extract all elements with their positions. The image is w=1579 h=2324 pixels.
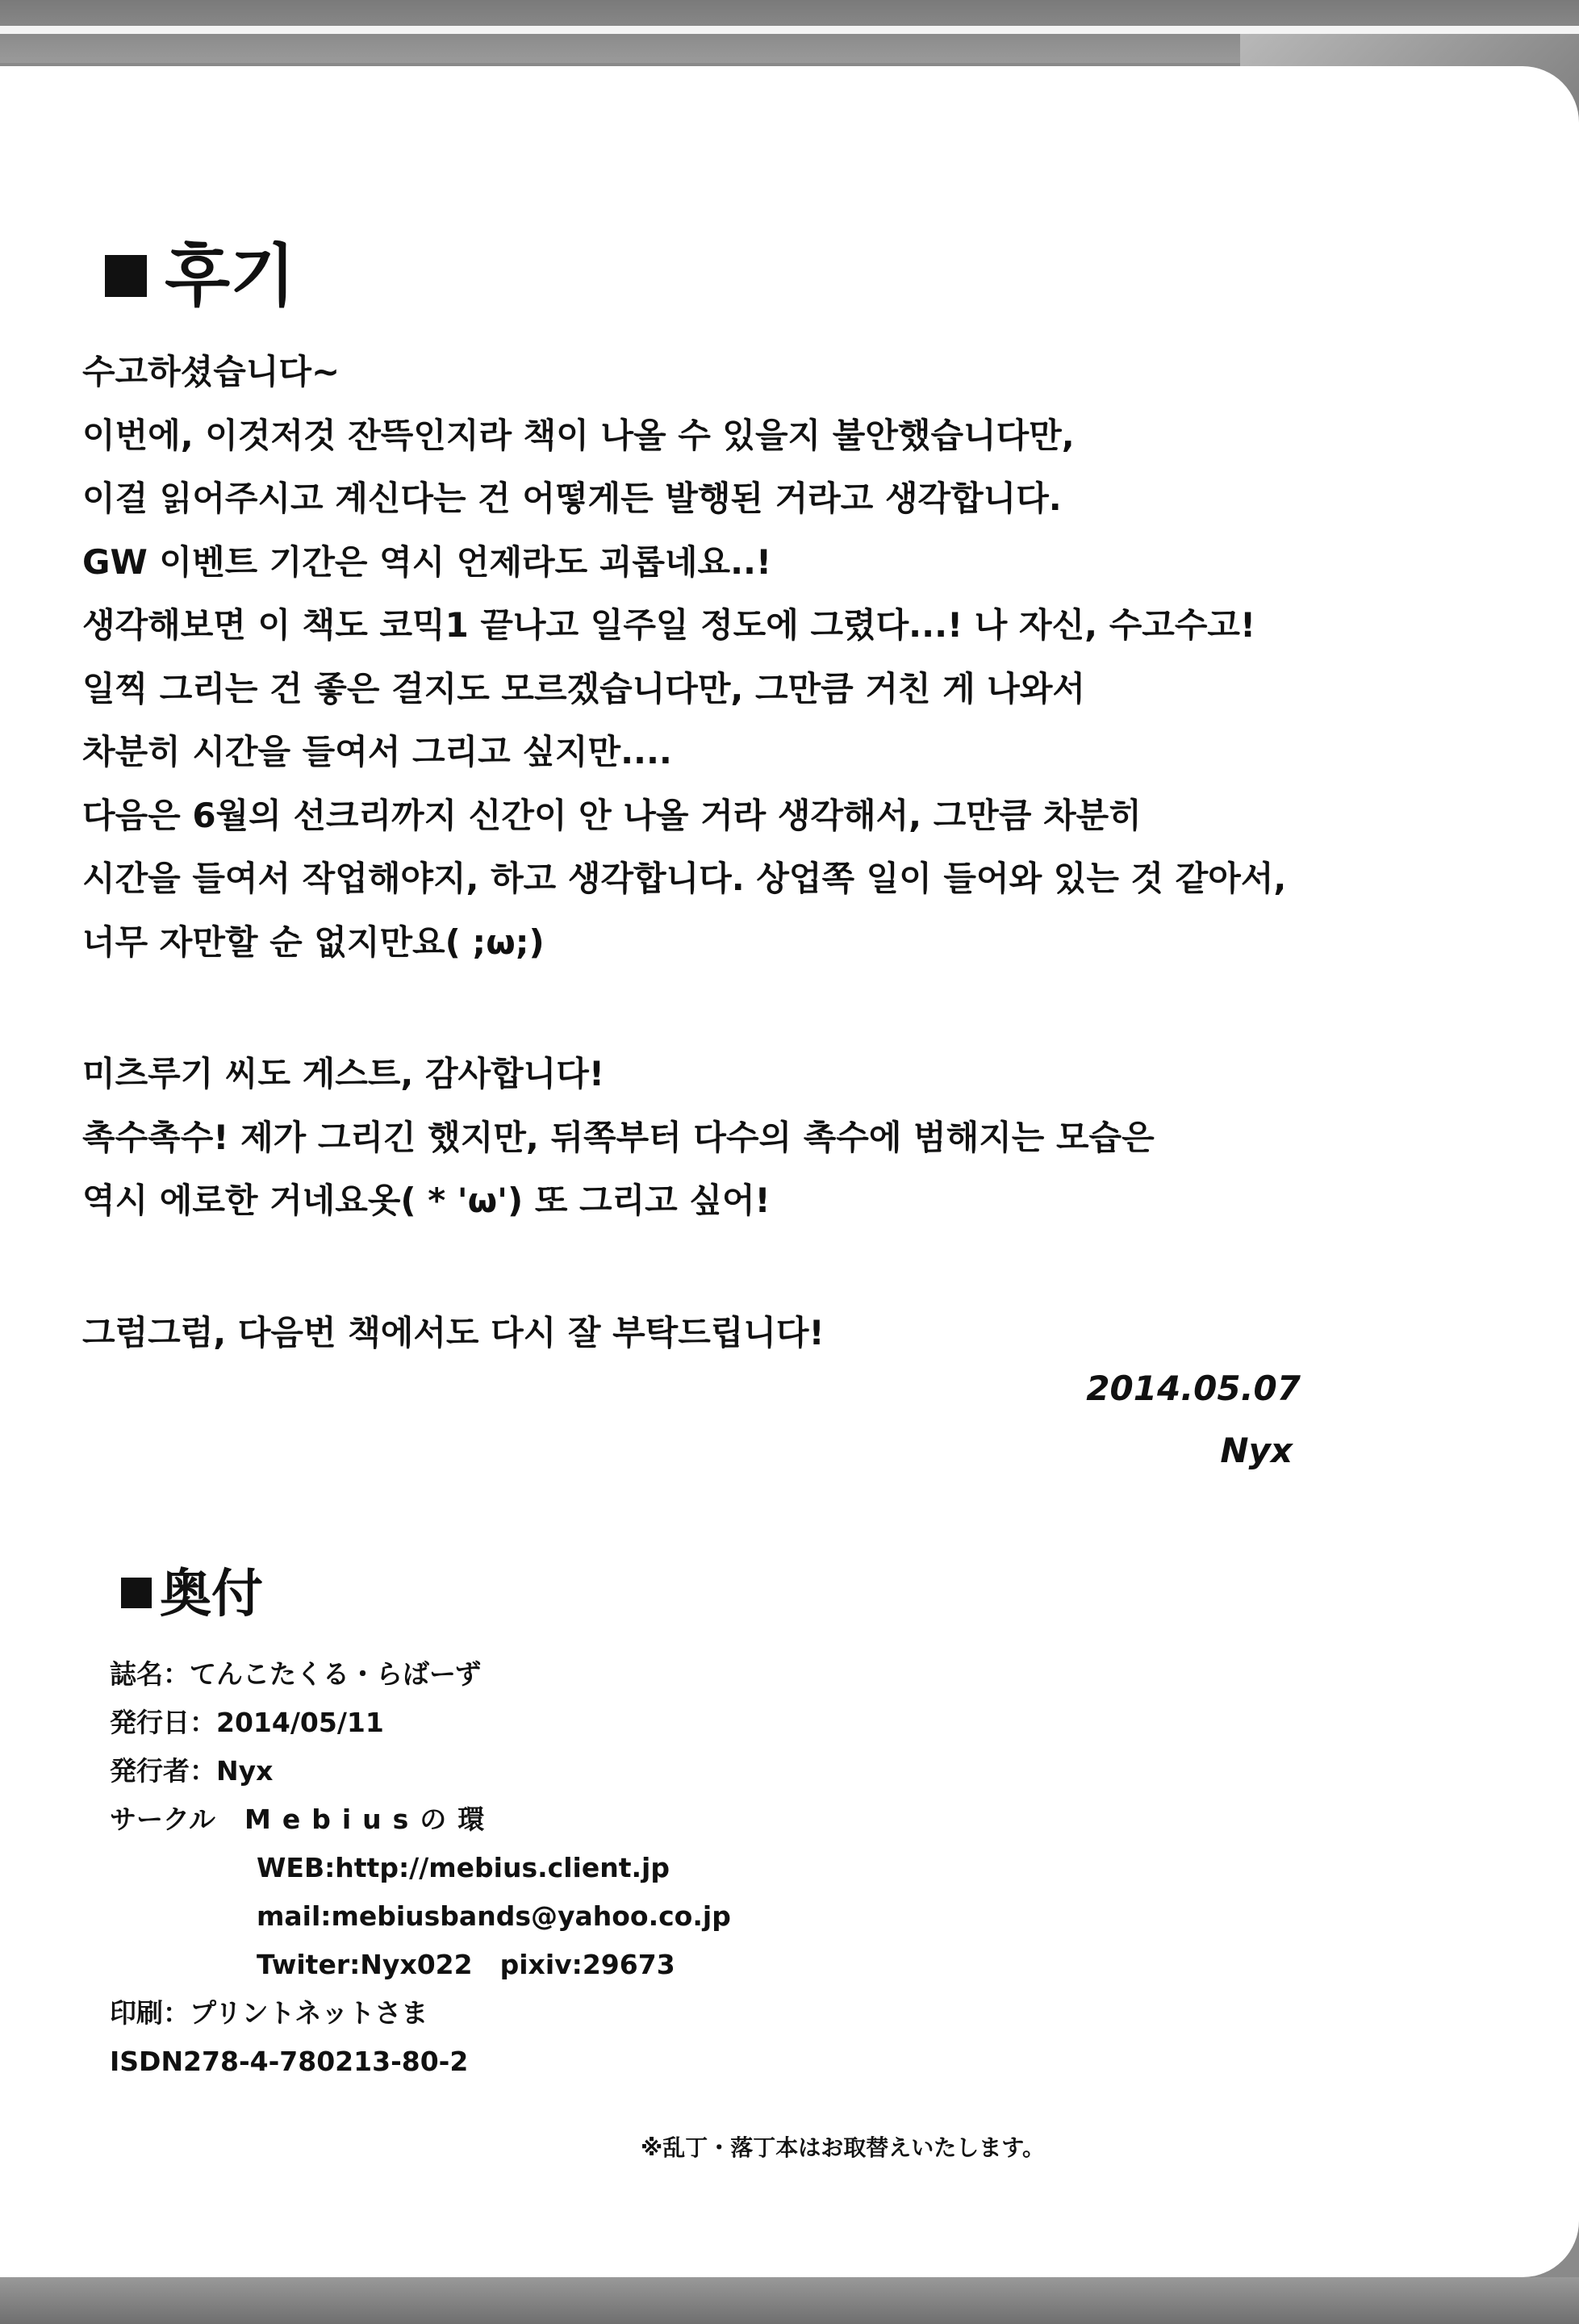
text-line: 차분히 시간을 들여서 그리고 싶지만.... <box>82 732 672 771</box>
bottom-border-band <box>0 2277 1579 2324</box>
colophon-row-title <box>110 1650 917 1699</box>
afterword-title: 후기 <box>165 236 296 316</box>
colophon-title: 奥付 <box>160 1565 263 1624</box>
text-line: 너무 자만할 순 없지만요( ;ω;) <box>82 922 545 962</box>
text-line: 시간을 들여서 작업해야지, 하고 생각합니다. 상업쪽 일이 들어와 있는 것 같아서, <box>82 859 1287 898</box>
heading-square-bullet-icon <box>105 255 147 297</box>
colophon-row-issue-date <box>110 1699 917 1747</box>
paragraph-gap <box>82 1233 1470 1302</box>
text-line: 수고하셨습니다~ <box>82 352 340 391</box>
colophon-heading <box>121 1553 263 1626</box>
colophon-row-isdn: ISDN278-4-780213-80-2 <box>110 2046 469 2077</box>
colophon-row-printing <box>110 1989 917 2038</box>
colophon-row-web: WEB:http://mebius.client.jp <box>257 1852 670 1883</box>
text-line: 그럼그럼, 다음번 책에서도 다시 잘 부탁드립니다! <box>82 1312 825 1352</box>
text-line: 일찍 그리는 건 좋은 걸지도 모르겠습니다만, 그만큼 거친 게 나와서 <box>82 668 1085 708</box>
colophon-value: Nyx <box>216 1755 274 1787</box>
colophon-value: てんこたくる・らばーず <box>190 1658 482 1690</box>
twitter-handle: Twiter:Nyx022 <box>257 1949 473 1980</box>
text-line: 역시 에로한 거네요옷( * 'ω') 또 그리고 싶어! <box>82 1181 771 1220</box>
colophon-label: 誌名： <box>110 1658 190 1690</box>
colophon-label: サークル <box>110 1804 216 1835</box>
colophon-row-circle <box>110 1795 917 1844</box>
text-line: 미츠루기 씨도 게스트, 감사합니다! <box>82 1054 604 1093</box>
replacement-notice: ※乱丁・落丁本はお取替えいたします。 <box>641 2134 1045 2161</box>
colophon-row-publisher <box>110 1747 917 1795</box>
colophon-label: 発行者： <box>110 1755 216 1787</box>
colophon-block <box>110 1650 917 2086</box>
heading-square-bullet-icon <box>121 1578 152 1608</box>
afterword-date: 2014.05.07 <box>1086 1369 1301 1408</box>
text-line: 다음은 6월의 선크리까지 신간이 안 나올 거라 생각해서, 그만큼 차분히 <box>82 795 1142 835</box>
colophon-value: Mebiusの環 <box>244 1804 496 1835</box>
paragraph-gap <box>82 974 1470 1043</box>
colophon-label: 印刷： <box>110 1997 190 2029</box>
text-line: 촉수촉수! 제가 그리긴 했지만, 뒤쪽부터 다수의 촉수에 범해지는 모습은 <box>82 1117 1155 1157</box>
afterword-signature: Nyx <box>1220 1431 1293 1470</box>
colophon-label: 発行日： <box>110 1707 216 1738</box>
colophon-row-mail: mail:mebiusbands@yahoo.co.jp <box>257 1900 731 1932</box>
afterword-heading <box>105 226 295 315</box>
top-rule-line <box>0 26 1579 34</box>
text-line: 이걸 읽어주시고 계신다는 건 어떻게든 발행된 거라고 생각합니다. <box>82 479 1062 518</box>
pixiv-id: pixiv:29673 <box>499 1949 675 1980</box>
text-line: GW 이벤트 기간은 역시 언제라도 괴롭네요..! <box>82 541 772 582</box>
text-line: 이번에, 이것저것 잔뜩인지라 책이 나올 수 있을지 불안했습니다만, <box>82 415 1075 455</box>
colophon-row-social <box>110 1941 917 1989</box>
text-line: 생각해보면 이 책도 코믹1 끝나고 일주일 정도에 그렸다...! 나 자신, 수고수고! <box>82 605 1256 645</box>
colophon-value: 2014/05/11 <box>216 1707 384 1738</box>
colophon-value: プリントネットさま <box>190 1997 428 2029</box>
afterword-body <box>82 341 1470 1365</box>
